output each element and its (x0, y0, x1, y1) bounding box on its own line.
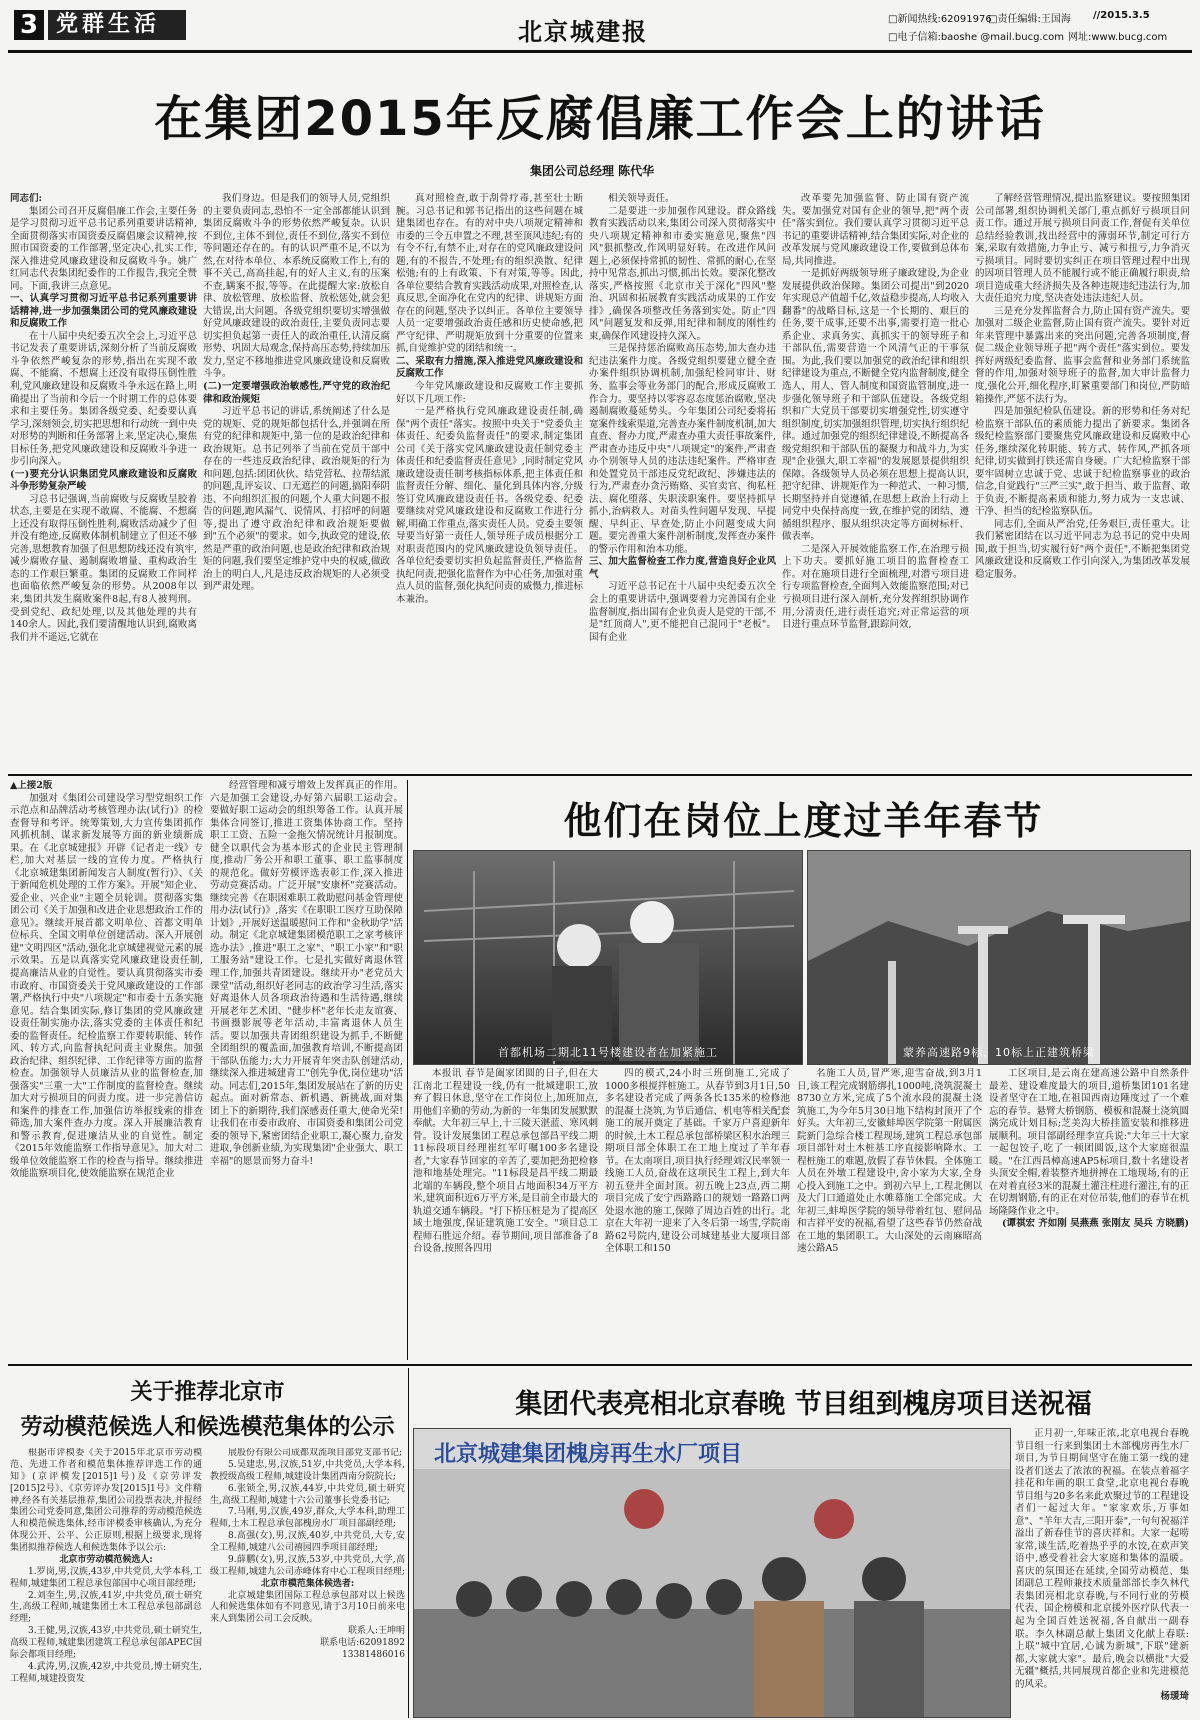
paragraph: 一是严格执行党风廉政建设责任制,确保"两个责任"落实。按照中央关于"党委负主体责任、纪委负监督责任"的要求,制定集团公司《关于落实党风廉政建设责任制党委主体责任和纪委监督责任意见》,同时制定党风廉政建设责任制考核指标体系,把主体责任和监督责任分解、细化、量化到具体内容,分级签订党风廉政建设责任书。各级党委、纪委要继续对党风廉政建设和反腐败工作进行分解,明确工作重点,落实责任人员。党委主要领导要当好第一责任人,领导班子成员根据分工对职责范围内的党风廉政建设负领导责任。各单位纪委要切实担负起监督责任,严格监督执纪问责,把强化监督作为中心任务,加强对重点人员的监督,强化执纪问责的威慑力,推进标本兼治。 (396, 406, 583, 605)
main-col-5 (782, 193, 969, 768)
email: □电子信箱:baoshe @mail.bucg.com (888, 32, 1064, 43)
paragraph: 工区项目,是云南在建高速公路中自然条件最差、建设难度最大的项目,道桥集团101名建设者坚守在工地,在祖国西南边陲度过了一个难忘的春节。悬臂大桥钢筋、模板和混凝土浇筑圆满完成计划目标;芝美沟大桥挂篮安装和推移进展顺利。项目部副经理李宣兵说:"大年三十大家一起包饺子,吃了一顿团圆饭,这个大家庭很温暖。"在江西昌樟高速AP5标项目,数十名建设者头顶安全帽,着装整齐地拼搏在工地现场,有的正在对着直径3米的混凝土灌注柱进行灌注,有的正在切割钢筋,有的正在对位吊装,他们的春节在机场隆隆作业之中。 (989, 1068, 1189, 1217)
collective-heading: 北京市模范集体候选者: (260, 1578, 355, 1589)
paragraph: 北京城建集团国际工程总承包部对以上候选人和候选集体如有不同意见,请于3月10日前来电来人到集团公司工会反映。 (210, 1590, 405, 1625)
section-label: 党群生活 (48, 10, 186, 40)
paragraph: 今年党风廉政建设和反腐败工作主要抓好以下几项工作: (396, 380, 583, 405)
subsection-heading: (一)要充分认识集团党风廉政建设和反腐败斗争形势复杂严峻 (10, 468, 197, 493)
paragraph: 加强对《集团公司建设学习型党组织工作示范点和品牌活动考核管理办法(试行)》的检查督导和考评。统筹策划,大力宣传集团抓作风抓机制、谋求新发展等方面的新业绩新成果。在《北京城建报》开辟《记者走一线》专栏,加大对基层一线的宣传力度。严格执行《北京城建集团新闻发言人制度(暂行)》、《关于新闻危机处理的工作方案》。开展"知企业、爱企业、兴企业"主题全员轮训。贯彻落实集团公司《关于加强和改进企业思想政治工作的意见》。继续开展首都文明单位、首都文明单位标兵、全国文明单位创建活动。深入开展创建"文明四区"活动,强化北京城建视觉元素的展示效果。五是以真落实党风廉政建设责任制,提高廉洁从业的自觉性。要认真贯彻落实市委市政府、市国资委关于党风廉政建设的工作部署,严格执行中央"八项规定"和市委十五条实施意见。结合集团实际,修订集团的党风廉政建设责任制实施办法,落实党委的主体责任和纪委的监督责任。纪检监察工作要转职能、转作风、转方式,向监督执纪问责主业聚焦。加强政治纪律、组织纪律、工作纪律等方面的监督检查。加强领导人员廉洁从业的监督检查,加强落实"三重一大"工作制度的监督检查。继续加大对亏损项目的问责力度。进一步完善信访和案件的排查工作,加强信访举报线索的排查筛选,加大案件查办力度。深入开展廉洁教育和警示教育,促进廉洁从业的自觉性。制定《2015年效能监察工作指导意见》。加大对二级单位效能监察工作的检查与指导。继续推进效能监察项目化,使效能监察在规范企业 (10, 792, 203, 1180)
main-bottom-rule (8, 774, 1192, 776)
photo-workers-image (414, 851, 802, 1064)
paragraph: 真对照检查,敢于刮骨疗毒,甚至壮士断腕。习总书记和郭书记指出的这些问题在城建集团也存在。有的对中央八项规定精神和市委的三令五申置之不理,甚至顶风违纪;有的有令不行,有禁不止,对存在的党风廉政建设问题,有的不报告,不处理;有的组织涣散、纪律松弛;有的上有政策、下有对策,等等。因此,各单位要结合教育实践活动成果,对照检查,认真反思,全面净化在党内的纪律、讲规矩方面存在的问题,坚决予以纠正。各单位主要领导人员一定要增强政治责任感和历史使命感,把严守纪律、严明规矩放到十分重要的位置来抓,自觉维护党的团结和统一。 (396, 193, 583, 355)
paragraph: 三是充分发挥监督合力,防止国有资产流失。要加强对二级企业监督,防止国有资产流失。要针对近年来管理中暴露出来的突出问题,完善各项制度,督促二级企业领导班子把"两个责任"落实到位。要发挥好两级纪委监督、监事会监督和业务部门系统监督的作用,加强对领导班子的监督,加大审计监督力度,强化公开,细化程序,盯紧重要部门和岗位,严防暗箱操作,严惩不法行为。 (975, 305, 1190, 405)
continued-tag: ▲上接2版 (10, 780, 53, 791)
candidate-item: 2.刘奎生,男,汉族,41岁,中共党员,硕士研究生,高级工程师,城建集团土木工程总承包部副总经理; (10, 1590, 202, 1625)
paragraph: 经营管理和减亏增效上发挥真正的作用。六是加强工会建设,办好第六届职工运动会。要做好职工运动会的组织筹备工作。认真开展集体合同签订,推进工资集体协商工作。坚持职工工资、五险一金拖欠情况统计月报制度。健全以职代会为基本形式的企业民主管理制度,推动厂务公开和职工董事、职工监事制度的规范化。做好劳模评选表彰工作,深入推进劳动竞赛活动。广泛开展"安康杯"竞赛活动。继续完善《在职困难职工救助慰问基金管理使用办法(试行)》,落实《在职职工医疗互助保障计划》,开展好送温暖慰问工作和"金秋助学"活动。制定《北京城建集团模范职工之家考核评选办法》,推进"职工之家"、"职工小家"和"职工服务站"建设工作。七是扎实做好离退休管理工作,加强共青团建设。继续开办"老党员大课堂"活动,组织好老同志的政治学习生活,落实好离退休人员各项政治待遇和生活待遇,继续开展老年艺术团、"健步杯"老年长走友谊赛、书画摄影展等老年活动,丰富离退休人员生活。要以加强共青团组织建设为抓手,不断健全团组织的覆盖面,加强教育培训,不断提高团干部队伍能力;大力开展青年突击队创建活动,继续深入推进城建青工"创先争优,岗位建功"活动。同志们,2015年,集团发展站在了新的历史起点。面对新常态、新机遇、新挑战,面对集团上下的新期待,我们深感责任重大,使命光荣!让我们在市委市政府、市国资委和集团公司党委的领导下,紧密团结企业职工,凝心聚力,奋发进取,争创新业绩,为实现集团"企业强大、职工幸福"的愿景而努力奋斗! (210, 780, 403, 1167)
paragraph: 习总书记强调,当前腐败与反腐败呈胶着状态,主要是在实现不敢腐、不能腐、不想腐上还没有取得压倒性胜利,腐败活动减少了但并没有绝迹,反腐败体制机制建立了但还不够完善,思想教育加强了但思想防线还没有筑牢,减少腐败存量、遏制腐败增量、重构政治生态的工作艰巨繁重。集团的反腐败工作同样也面临依然严峻复杂的形势。从2008年以来,集团共发生腐败案件8起,有8人被判刑。受到党纪、政纪处理,以及其他处理的共有140余人。因此,我们要清醒地认识到,腐败离我们并不遥远,它就在 (10, 493, 197, 643)
candidate-item: 5.吴建忠,男,汉族,51岁,中共党员,大学本科,教授级高级工程师,城建设计集团西南分院院长; (210, 1459, 405, 1482)
feature-col-1 (413, 1068, 598, 1358)
paragraph: 二是要进一步加强作风建设。群众路线教育实践活动以来,集团公司深入贯彻落实中央八项规定精神和市委实施意见,聚焦"四风"狠抓整改,作风明显好转。在改进作风问题上,必须保持常抓的韧性、常抓的耐心,在坚持中见常态,抓出习惯,抓出长效。要深化整改落实,严格按照《北京市关于深化"四风"整治、巩固和拓展教育实践活动成果的工作安排》,确保各项整改任务落到实处。防止"四风"问题复发和反弹,用纪律和制度的刚性约束,确保作风建设持久深入。 (589, 205, 776, 342)
candidate-item: 1.罗岗,男,汉族,43岁,中共党员,大学本科,工程师,城建集团工程总承包部国中心项目部经理; (10, 1566, 202, 1589)
paragraph: 本报讯 春节是阖家团圆的日子,但在大江南北工程建设一线,仍有一批城建职工,放弃了假日休息,坚守在工作岗位上,加班加点,用他们辛勤的劳动,为新的一年集团发展默默奉献。大年初三早上,十三陵天湛蓝、寒风刺骨。设计发展集团工程总承包部昌平线二期11标段项目经理崔红军叮嘱100多名建设者,"大家春节回家的辛苦了,要加把劲把检修池和地基处理完。"11标段是昌平线二期最北端的车辆段,整个项目占地面积34万平方米,建筑面积近6万平方米,是目前全市最大的轨道交通车辆段。"打下桥压桩是为了提高区域土地强度,保证建筑施工安全。"项目总工程师石胜远介绍。春节期间,项目部准备了8台设备,按照各四用 (413, 1068, 598, 1255)
paragraph: 我们身边。但是我们的领导人员,党组织的主要负责同志,恐怕不一定全部都能认识到集团反腐败斗争的形势依然严峻复杂。认识不到位,主体不到位,责任不到位,落实不到位等问题还存在的。有的认识严重不足,不以为然,在对待本单位、本系统反腐败工作上,有的事不关己,高高挂起,有的好人主义,有的压案不查,瞒案不报,等等。在此提醒大家:放松自律、放松管理、放松监督、放松惩处,就会犯大错误,出大问题。各级党组织要切实增强做好党风廉政建设的政治责任,主要负责同志要切实担负起第一责任人的政治重任,认清反腐形势、巩固大局观念,保持高压态势,持续加压发力,坚定不移地推进党风廉政建设和反腐败斗争。 (203, 193, 390, 380)
section-heading: 三、加大监督检查工作力度,营造良好企业风气 (589, 556, 776, 580)
website: 网址:www.bucg.com (1068, 32, 1168, 43)
main-byline: 集团公司总经理 陈代华 (530, 164, 655, 178)
notice-title-box (10, 1375, 405, 1441)
paragraph: 名施工人员,冒严寒,迎雪奋战,到3月1日,该工程完成钢筋绑扎1000吨,浇筑混凝土8730立方米,完成了5个流水段的混凝土浇筑施工,为今年5月30日地下结构封顶开了个好头。大年初三,安徽蚌埠医学院第一附属医院新门急综合楼工程现场,建筑工程总承包部项目部针对土木桩基工序直接影响降水、工程桩施工的难题,放假了春节休假。全体施工人员在外墩工程建设中,舍小家为大家,全身心投入到施工之中。到初六早上,工程北侧以及大门口通道处止水帷幕施工全部完成。大年初三,蚌埠医学院的领导带着红包、慰问品和吉祥平安的祝福,看望了这些春节仍然奋战在工地的集团职工。大山深处的云南麻昭高速公路A5 (797, 1068, 982, 1255)
paragraph: 正月初一,年味正浓,北京电视台春晚节目组一行来到集团土木部槐房再生水厂项目,为节日期间坚守在施工第一线的建设者们送去了浓浓的祝福。在装点着福字挂花和年画的职工食堂,北京电视台春晚节目组与20多名来此欢聚过节的工程建设者们一起过大年。"家家欢乐,万事如意"、"羊年大吉,三阳开泰",一句句祝福洋溢出了新春佳节的喜庆祥和。大家一起唠家常,谈生活,吃着热乎乎的水饺,在欢声笑语中,感受着社会大家庭和集体的温暖。喜庆的氛围还在延续,全国劳动模范、集团副总工程师兼技术质量部部长李久林代表集团亮相北京春晚,与不同行业的劳模代表、国企榜模和北京援外医疗队代表一起为全国百姓送祝福,各自献出一副春联。李久林副总献上集团文化献上春联:上联"城中宜居,心诚为新城",下联"建新都,大家就大家"。最后,晚会以横批"大爱无疆"概括,共同展现首都企业和先进模范的风采。 (1015, 1428, 1189, 1690)
feature-headline: 他们在岗位上度过羊年春节 (563, 799, 1044, 843)
main-col-6 (975, 193, 1190, 768)
feature-col-2 (605, 1068, 790, 1358)
photo-gala-image (414, 1429, 1010, 1717)
continued-col-2 (210, 780, 403, 1360)
masthead-rule (8, 50, 1192, 53)
photo1-caption: 首都机场二期北11号楼建设者在加紧施工 (498, 1046, 718, 1059)
editor: □责任编辑:王国海 (988, 14, 1071, 25)
news-hotline: □新闻热线:62091976 (888, 14, 992, 25)
notice-divider (408, 1368, 409, 1718)
contact: 联系人:王坤明 (347, 1626, 405, 1637)
subsection-heading: (二)一定要增强政治敏感性,严守党的政治纪律和政治规矩 (203, 380, 390, 405)
salutation: 同志们: (10, 193, 43, 204)
candidate-item: 7.马刚,男,汉族,49岁,群众,大学本科,助理工程师,土木工程总承包部槐房水厂项目部副经理; (210, 1507, 405, 1530)
gala-author: 杨瑗琦 (1160, 1691, 1189, 1703)
feature-bottom-rule (8, 1364, 1192, 1366)
feature-col-4 (989, 1068, 1189, 1358)
photo-banner-text: 北京城建集团槐房再生水厂项目 (434, 1442, 743, 1467)
photo-bridge-piers (807, 850, 1191, 1065)
paragraph: 四是加强纪检队伍建设。新的形势和任务对纪检监察干部队伍的素质能力提出了新要求。集团各级纪检监察部门要聚焦党风廉政建设和反腐败中心任务,继续深化转职能、转方式、转作风,严抓各项纪律,切实做到打铁还需自身硬。广大纪检监察干部要牢固树立忠诚于党、忠诚于纪检监察事业的政治信念,自觉践行"三严三实",敢于担当、敢于监督、敢于负责,不断提高素质和能力,努力成为一支忠诚、干净、担当的纪检监察队伍。 (975, 406, 1190, 518)
photo-gala-group (413, 1428, 1011, 1718)
gala-headline: 集团代表亮相北京春晚 节目组到槐房项目送祝福 (515, 1389, 1092, 1420)
paragraph: 集团公司召开反腐倡廉工作会,主要任务是学习贯彻习近平总书记系列重要讲话精神,全面贯彻落实市国资委反腐倡廉会议精神,按照市国资委的工作部署,坚定决心,扎实工作,深入推进党风廉政建设和反腐败斗争。姚广红同志代表集团纪委作的工作报告,我完全赞同。下面,我讲三点意见。 (10, 205, 197, 292)
gala-text (1015, 1428, 1189, 1716)
paragraph: 在十八届中央纪委五次全会上,习近平总书记发表了重要讲话,深刻分析了当前反腐败斗争依然严峻复杂的形势,指出在实现不敢腐、不能腐、不想腐上还没有取得压倒性胜利,党风廉政建设和反腐败斗争永远在路上,明确提出了当前和今后一个时期工作的总体要求和主要任务。集团各级党委、纪委要认真学习,深刻领会,切实把思想和行动统一到中央对形势的判断和任务部署上来,坚定决心,聚焦目标任务,把党风廉政建设和反腐败斗争进一步引向深入。 (10, 330, 197, 468)
paragraph: 展股份有限公司成都双流项目部党支部书记; (228, 1448, 403, 1458)
candidates-heading: 北京市劳动模范候选人: (59, 1554, 153, 1565)
phone: 13381486016 (342, 1649, 405, 1660)
feature-col-3 (797, 1068, 982, 1358)
feature-authors: (谭祺宏 齐如刚 吴燕燕 张刚友 吴兵 方晓鹏) (1001, 1218, 1189, 1230)
candidate-item: 8.高强(女),男,汉族,40岁,中共党员,大专,安全工程师,城建八公司禧园四季项目部经理; (210, 1531, 405, 1553)
issue-date: //2015.3.5 (1093, 10, 1150, 21)
paragraph: 习近平总书记的讲话,系统阐述了什么是党的规矩、党的规矩都包括什么,并强调在所有党的纪律和规矩中,第一位的是政治纪律和政治规矩。总书记列举了当前在党员干部中存在的一些违反政治纪律、政治规矩的行为和问题,包括:团团伙伙、结党营私、拉帮结派的问题,乱评妄议、口无遮拦的问题,搞阳奉阴违、不向组织汇报的问题,个人重大问题不报告的问题,跑风漏气、说情风、打招呼的问题等,提出了遵守政治纪律和政治规矩要做到"五个必须"的要求。如今,执政党的建设,依然是严重的政治问题,也是政治纪律和政治规矩的问题,我们要坚定维护党中央的权威,做政治上的明白人,凡是违反政治规矩的人必须受到严肃处理。 (203, 406, 390, 593)
paragraph: 改革要先加强监督、防止国有资产流失。要加强党对国有企业的领导,把"两个责任"落实到位。我们要认真学习贯彻习近平总书记的重要讲话精神,结合集团实际,对企业的改革发展与党风廉政建设工作,要做到总体布局,共同推进。 (782, 193, 969, 267)
paragraph: 根据市评模委《关于2015年北京市劳动模范、先进工作者和模范集体推荐评选工作的通知》(京评模发[2015]1号)及《京劳评发[2015]2号》、《京劳评办发[2015]1号》文件精神,经各有关基层推荐,集团公司投票表决,并报经集团公司党委同意,集团公司推荐的劳动模范候选人和模范候选集体,经市评模委审核确认,为充分体现公开、公平、公正原则,根据上级要求,现将集团拟推荐候选人和候选集体予以公示: (10, 1448, 202, 1553)
paragraph: 相关领导责任。 (608, 193, 675, 204)
candidate-item: 9.薛鹏(女),男,汉族,53岁,中共党员,大学,高级工程师,城建九公司赤峰体育中心工程项目经理; (210, 1554, 405, 1577)
candidate-item: 4.武涛,男,汉族,42岁,中共党员,博士研究生,工程师,城建投资发 (10, 1661, 202, 1684)
paragraph: 一是抓好两级领导班子廉政建设,为企业发展提供政治保障。集团公司提出"到2020年实现总产值超千亿,效益稳步提高,人均收入翻番"的战略目标,这是一个长期的、艰巨的任务,要干成事,还要不出事,需要打造一批心系企业、求真务实、真抓实干的领导班子和干部队伍,需要营造一个风清气正的干事氛围。为此,我们要以加强党的政治纪律和组织纪律建设为重点,不断健全党内监督制度,健全选人、用人、管人制度和国资监管制度,进一步强化领导班子和干部队伍建设。各级党组织和广大党员干部要切实增强党性,切实遵守组织制度,切实加强组织管理,切实执行组织纪律。通过加强党的组织纪律建设,不断提高各级党组织和干部队伍的凝聚力和战斗力,为实现"企业强大,职工幸福"的发展愿景提供组织保障。各级领导人员必须在思想上提高认识,把守纪律、讲规矩作为一种范式、一种习惯,长期坚持并自觉遵循,在思想上政治上行动上同党中央保持高度一致,在维护党的团结、遵循组织程序、服从组织决定等方面树标杆、做表率。 (782, 268, 969, 543)
paper-name: 北京城建报 (518, 17, 648, 46)
photo2-caption: 蒙养高速路9标、10标上正建筑桥梁 (903, 1046, 1095, 1059)
continued-col-1 (10, 780, 203, 1360)
photo-workers-construction (413, 850, 803, 1065)
notice-col-1 (10, 1448, 202, 1716)
masthead (8, 6, 1192, 48)
main-col-4 (589, 193, 776, 768)
notice-col-2 (210, 1448, 405, 1716)
paragraph: 三是保持惩治腐败高压态势,加大查办违纪违法案件力度。各级党组织要建立健全查办案件组织协调机制,加强纪检同审计、财务、监事会等业务部门的配合,形成反腐败工作合力。要坚持以零容忍态度惩治腐败,坚决遏制腐败蔓延势头。今年集团公司纪委将拓宽案件线索渠道,完善查办案件制度机制,加大直查、督办力度,严肃查办重大责任事故案件,严肃查办违反中央"八项规定"的案件,严肃查办个别领导人员的违法违纪案件。严格审查和处置党员干部违反党纪政纪、涉嫌违法的行为,严肃查办贪污贿赂、买官卖官、徇私枉法、腐化堕落、失职渎职案件。要坚持抓早抓小,治病救人。对苗头性问题早发现、早提醒、早纠正、早查处,防止小问题变成大问题。要完善重大案件剖析制度,发挥查办案件的警示作用和治本功能。 (589, 343, 776, 555)
paragraph: 二是深入开展效能监察工作,在治理亏损上下功夫。要抓好施工项目的监督检查工作。对在施项目进行全面梳理,对潜亏项目进行专项监督检查,全面判入效能监察范围;对已亏损项目进行深入剖析,充分发挥组织协调作用,分清责任,进行责任追究;对正常运营的项目进行重点环节监督,跟踪问效, (782, 543, 969, 631)
candidate-item: 3.王健,男,汉族,43岁,中共党员,硕士研究生,高级工程师,城建集团建筑工程总承包部APEC国际会都项目经理; (10, 1626, 202, 1660)
main-col-2 (203, 193, 390, 768)
candidate-item: 6.张锁全,男,汉族,44岁,中共党员,硕士研究生,高级工程师,城建十六公司董事长党委书记; (210, 1483, 405, 1506)
main-col-1 (10, 193, 197, 768)
continued-divider (407, 780, 408, 1360)
page-number-badge: 3 (14, 10, 44, 40)
paragraph: 同志们,全面从严治党,任务艰巨,责任重大。让我们紧密团结在以习近平同志为总书记的党中央周围,敢于担当,切实履行好"两个责任",不断把集团党风廉政建设和反腐败工作引向深入,为集团改革发展稳定服务。 (975, 518, 1190, 580)
photo-bridge-image (808, 851, 1190, 1064)
paragraph: 四的模式,24小时三班倒施工,完成了1000多根搅拌桩施工。从春节到3月1日,50多名建设者完成了两条各长135米的检修池的混凝土浇筑,为节后通信、机电等相关配套施工的展开奠定了基础。千家万户喜迎新年的时候,土木工程总承包部桥梁区积水治理三期项目部全体职工在工地上度过了羊年春节。在太南项目,项目执行经理刘汉民率领一线施工人员,奋战在这项民生工程上,到大年初五登井全面封顶。初五晚上23点,西二期项目完成了安宁西路路口的规划一路路口两处退水池的施工,保障了周边百姓的出行。北京在大年初一迎来了入冬后第一场雪,学院南路62号院内,建设公司城建基业大厦项目部全体职工和150 (605, 1068, 790, 1255)
paragraph: 习近平总书记在十八届中央纪委五次全会上的重要讲话中,强调要着力完善国有企业监督制度,指出国有企业负责人是党的干部,不是"红顶商人",更不能把自己混同于"老板"。国有企业 (589, 581, 776, 643)
section-heading: 二、采取有力措施,深入推进党风廉政建设和反腐败工作 (396, 355, 583, 380)
notice-title-line2: 劳动模范候选人和候选模范集体的公示 (20, 1414, 395, 1440)
phone: 联系电话:62091892 (320, 1638, 405, 1648)
main-col-3 (396, 193, 583, 768)
main-headline: 在集团2015年反腐倡廉工作会上的讲话 (154, 91, 1046, 147)
notice-title-line1: 关于推荐北京市 (130, 1379, 285, 1405)
paragraph: 了解经营管理情况,提出监察建议。要按照集团公司部署,组织协调机关部门,重点抓好亏损项目问责工作。通过开展亏损项目问责工作,督促有关单位总结经验教训,找出经营中的薄弱环节,制定可行方案,采取有效措施,力争止亏、减亏和扭亏,力争消灭亏损项目。同时要切实纠正在项目管理过程中出现的因项目管理人员不能履行或不能正确履行职责,给项目造成重大经济损失及各种违规违纪违法行为,加大责任追究力度,坚决查处违法违纪人员。 (975, 193, 1190, 305)
section-heading: 一、认真学习贯彻习近平总书记系列重要讲话精神,进一步加强集团公司的党风廉政建设和反腐败工作 (10, 293, 197, 330)
